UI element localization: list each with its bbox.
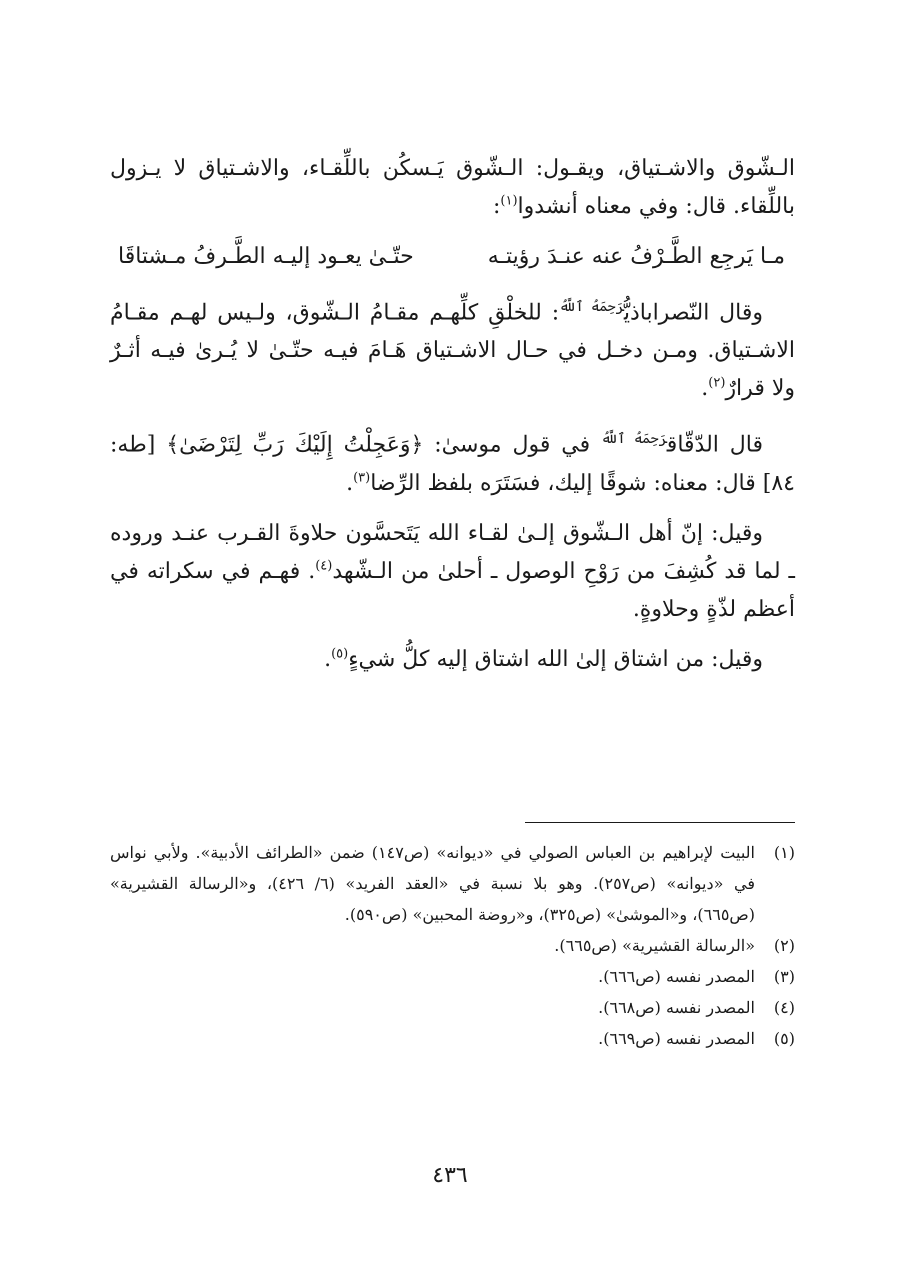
paragraph-4-start: وقيل: إنّ أهل الـشّوق إلـىٰ لقـاء الله يَتَحسَّون حلاوةَ القـرب عنـد وروده ـ لما قد كُشِفَ من رَوْحِ الوصول ـ أحلىٰ من الـشّهد xyxy=(110,520,795,584)
footnote-number: (٣) xyxy=(773,967,795,986)
footnote-ref-1[interactable]: (١) xyxy=(500,193,518,209)
paragraph-4-text: . فهـم في سكراته في أعظم لذّةٍ وحلاوةٍ. xyxy=(110,558,795,622)
poem-verse xyxy=(110,238,795,276)
footnote-number: (١) xyxy=(773,843,795,862)
footnote-number: (٢) xyxy=(773,936,795,955)
paragraph-2 xyxy=(110,288,795,408)
footnote-divider xyxy=(525,822,795,823)
footnote-text: المصدر نفسه (ص٦٦٩). xyxy=(598,1029,755,1048)
paragraph-2-end: . xyxy=(701,376,709,402)
footnote-text: المصدر نفسه (ص٦٦٦). xyxy=(598,967,755,986)
footnote-number: (٤) xyxy=(773,998,795,1017)
footnote-ref-5[interactable]: (٥) xyxy=(331,646,349,662)
footnote-5 xyxy=(110,1023,795,1054)
poem-second-hemistich: حتّـىٰ يعـود إليـه الطَّـرفُ مـشتاقَا xyxy=(118,244,414,269)
paragraph-2-text: : للخلْقِ كلِّهـم مقـامُ الـشّوق، ولـيس لهـم مقـامُ الاشـتياق. ومـن دخـل في حـال الاشـتياق هَـامَ فيـه حتّـىٰ لا يُـرىٰ فيـه أثـرٌ ولا قرارٌ xyxy=(110,300,795,402)
footnote-ref-2[interactable]: (٢) xyxy=(708,376,726,391)
footnote-text: «الرسالة القشيرية» (ص٦٦٥). xyxy=(554,936,755,955)
paragraph-3 xyxy=(110,420,795,502)
footnote-text: المصدر نفسه (ص٦٦٨). xyxy=(598,998,755,1017)
paragraph-1 xyxy=(110,150,795,226)
footnote-3 xyxy=(110,961,795,992)
paragraph-3-start: قال الدّقّاق xyxy=(666,432,764,458)
footnote-text: البيت لإبراهيم بن العباس الصولي في «ديوانه» (ص١٤٧) ضمن «الطرائف الأدبية». ولأبي نواس في «ديوانه» (ص٢٥٧). وهو بلا نسبة في «العقد الفريد» (٦/ ٤٢٦)، و«الرسالة القشيرية» (ص٦٦٥)، و«الموشىٰ» (ص٣٢٥)، و«روضة المحبين» (ص٥٩٠). xyxy=(110,843,755,924)
paragraph-1-text: الـشّوق والاشـتياق، ويقـول: الـشّوق يَـسكُن باللِّقـاء، والاشـتياق لا يـزول باللِّقاء. قال: وفي معناه أنشدوا xyxy=(110,156,795,219)
honorific-glyph: رَحِمَهُ ٱللَّهُ xyxy=(601,431,667,448)
paragraph-5-end: . xyxy=(324,646,332,672)
footnote-ref-4[interactable]: (٤) xyxy=(315,558,333,574)
footnote-ref-3[interactable]: (٣) xyxy=(353,470,371,486)
footnotes xyxy=(110,822,795,1054)
honorific-glyph: رَحِمَهُ ٱللَّهُ xyxy=(559,299,624,315)
footnote-1 xyxy=(110,837,795,930)
paragraph-1-end: : xyxy=(492,194,501,219)
paragraph-2-start: وقال النّصراباذيُّ xyxy=(623,300,764,326)
main-text xyxy=(110,150,795,691)
footnote-4 xyxy=(110,992,795,1023)
paragraph-3-end: . xyxy=(346,470,354,496)
paragraph-3-text: في قول موسىٰ: ﴿وَعَجِلْتُ إِلَيْكَ رَبِّ لِتَرْضَىٰ﴾ [طه: ٨٤] قال: معناه: شوقًا إليك، فسَتَرَه بلفظ الرِّضا xyxy=(110,432,795,496)
page-number: ٤٣٦ xyxy=(432,1163,468,1188)
paragraph-5-text: وقيل: من اشتاق إلىٰ الله اشتاق إليه كلُّ شيءٍ xyxy=(348,646,763,672)
footnote-number: (٥) xyxy=(773,1029,795,1048)
paragraph-4 xyxy=(110,515,795,629)
paragraph-5 xyxy=(110,641,795,679)
footnote-2 xyxy=(110,930,795,961)
poem-first-hemistich: مـا يَرجِع الطَّـرْفُ عنه عنـدَ رؤيتـه xyxy=(487,244,785,269)
